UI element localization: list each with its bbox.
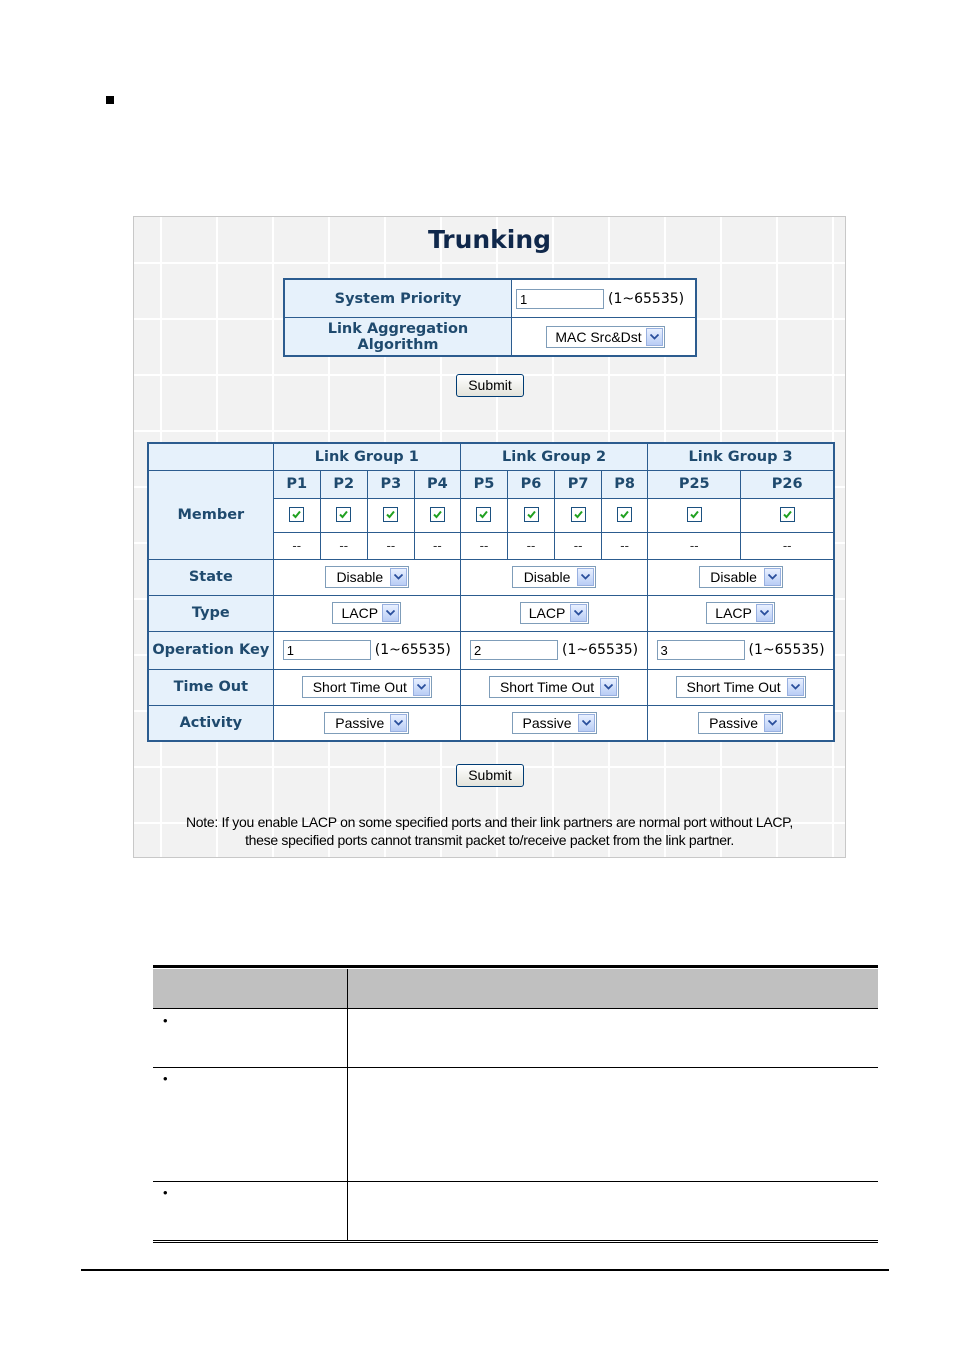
member-checkbox[interactable] [780, 507, 795, 522]
trunking-panel [133, 216, 846, 858]
port-header: P3 [367, 470, 414, 498]
footer-rule [81, 1269, 889, 1271]
table-header-row [153, 969, 878, 1009]
member-checkbox[interactable] [336, 507, 351, 522]
row-bullet: • [163, 1185, 168, 1200]
chevron-down-icon [787, 678, 804, 696]
chevron-down-icon [577, 568, 594, 586]
checkmark-icon [478, 509, 489, 520]
note-line-1: Note: If you enable LACP on some specified ports and their link partners are normal port without LACP, [185, 814, 793, 830]
member-checkbox[interactable] [476, 507, 491, 522]
checkmark-icon [619, 509, 630, 520]
port-status: -- [320, 532, 367, 559]
port-header: P8 [602, 470, 648, 498]
submit-button-top[interactable]: Submit [456, 374, 524, 397]
state-select-group-3[interactable]: Disable [699, 566, 783, 588]
row-divider [153, 1008, 878, 1009]
member-checkbox[interactable] [687, 507, 702, 522]
checkmark-icon [291, 509, 302, 520]
member-checkbox[interactable] [524, 507, 539, 522]
port-status: -- [507, 532, 554, 559]
operation-key-input-group-1[interactable]: 1 [283, 640, 371, 660]
checkmark-icon [526, 509, 537, 520]
group-2-header: Link Group 2 [460, 443, 647, 470]
description-table [153, 965, 878, 1244]
port-status: -- [648, 532, 741, 559]
group-1-header: Link Group 1 [273, 443, 460, 470]
chevron-down-icon [646, 328, 663, 346]
chevron-down-icon [578, 714, 595, 732]
member-checkbox[interactable] [571, 507, 586, 522]
group-3-header: Link Group 3 [648, 443, 834, 470]
member-checkbox[interactable] [383, 507, 398, 522]
state-row [148, 559, 834, 595]
activity-select-group-2[interactable]: Passive [512, 712, 597, 734]
note-line-2: these specified ports cannot transmit packet to/receive packet from the link partner. [245, 832, 734, 848]
key-range: (1~65535) [748, 642, 825, 658]
activity-select-group-3[interactable]: Passive [698, 712, 783, 734]
type-select-group-1[interactable]: LACP [332, 602, 401, 624]
row-bullet: • [163, 1071, 168, 1086]
port-status: -- [741, 532, 834, 559]
type-row [148, 595, 834, 631]
chevron-down-icon [756, 604, 773, 622]
port-header: P7 [555, 470, 602, 498]
system-priority-label: System Priority [284, 279, 512, 318]
table-bottom-rule [153, 1240, 878, 1243]
checkmark-icon [385, 509, 396, 520]
type-select-group-3[interactable]: LACP [706, 602, 775, 624]
key-range: (1~65535) [374, 642, 451, 658]
checkmark-icon [338, 509, 349, 520]
chevron-down-icon [600, 678, 617, 696]
timeout-label: Time Out [148, 669, 273, 705]
algorithm-label: Link Aggregation Algorithm [284, 318, 512, 357]
port-status: -- [273, 532, 320, 559]
operation-key-input-group-2[interactable]: 2 [470, 640, 558, 660]
state-label: State [148, 559, 273, 595]
chevron-down-icon [390, 714, 407, 732]
system-priority-range: (1~65535) [608, 290, 685, 307]
chevron-down-icon [413, 678, 430, 696]
chevron-down-icon [764, 568, 781, 586]
page-title: Trunking [427, 225, 552, 254]
state-select-group-2[interactable]: Disable [512, 566, 596, 588]
checkmark-icon [432, 509, 443, 520]
link-groups-table [147, 442, 835, 742]
activity-row [148, 705, 834, 741]
checkmark-icon [573, 509, 584, 520]
member-label: Member [148, 470, 273, 559]
port-header: P1 [273, 470, 320, 498]
system-priority-input[interactable]: 1 [516, 289, 604, 309]
system-settings-table [283, 278, 697, 357]
timeout-select-group-3[interactable]: Short Time Out [676, 676, 806, 698]
port-header: P5 [460, 470, 507, 498]
bullet-square [106, 96, 114, 104]
chevron-down-icon [570, 604, 587, 622]
chevron-down-icon [382, 604, 399, 622]
chevron-down-icon [764, 714, 781, 732]
key-range: (1~65535) [561, 642, 639, 658]
port-header: P26 [741, 470, 834, 498]
state-select-group-1[interactable]: Disable [325, 566, 409, 588]
type-label: Type [148, 595, 273, 631]
port-status: -- [602, 532, 648, 559]
port-status: -- [414, 532, 460, 559]
activity-select-group-1[interactable]: Passive [324, 712, 409, 734]
member-checkbox[interactable] [430, 507, 445, 522]
chevron-down-icon [390, 568, 407, 586]
row-divider [153, 1067, 878, 1068]
operation-key-label: Operation Key [148, 631, 273, 669]
row-bullet: • [163, 1013, 168, 1028]
type-select-group-2[interactable]: LACP [520, 602, 589, 624]
port-header: P25 [648, 470, 741, 498]
column-separator [347, 969, 348, 1241]
member-checkbox[interactable] [617, 507, 632, 522]
activity-label: Activity [148, 705, 273, 741]
operation-key-input-group-3[interactable]: 3 [657, 640, 745, 660]
submit-button-bottom[interactable]: Submit [456, 764, 524, 787]
table-top-rule [153, 965, 878, 968]
port-header: P6 [507, 470, 554, 498]
operation-key-row [148, 631, 834, 669]
port-status: -- [460, 532, 507, 559]
member-checkbox[interactable] [289, 507, 304, 522]
lacp-note [134, 813, 845, 849]
timeout-select-group-1[interactable]: Short Time Out [302, 676, 432, 698]
port-header: P2 [320, 470, 367, 498]
checkmark-icon [689, 509, 700, 520]
checkmark-icon [782, 509, 793, 520]
row-divider [153, 1181, 878, 1182]
port-header: P4 [414, 470, 460, 498]
algorithm-select[interactable]: MAC Src&Dst [546, 326, 665, 348]
timeout-row [148, 669, 834, 705]
timeout-select-group-2[interactable]: Short Time Out [489, 676, 619, 698]
port-status: -- [555, 532, 602, 559]
port-status: -- [367, 532, 414, 559]
